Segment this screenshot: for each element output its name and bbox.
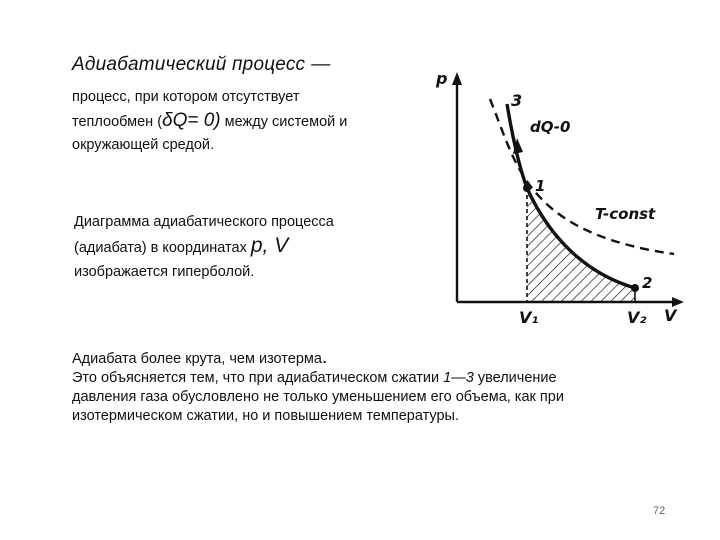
conclusion-line-3: давления газа обусловлено не только уменьшением его объема, как при: [72, 389, 564, 405]
isotherm-curve: [490, 99, 674, 254]
conclusion-line-2-end: увеличение: [473, 370, 557, 386]
isotherm-label: T-const: [595, 205, 656, 223]
diagram-line-1: Диаграмма адиабатического процесса: [74, 214, 334, 230]
definition-title: [72, 54, 330, 76]
conclusion-line-1: Адиабата более крута, чем изотерма: [72, 351, 322, 367]
definition-title-dash: —: [311, 54, 331, 75]
state-point-1: [523, 184, 531, 192]
diagram-line-2-start: (адиабата) в координатах: [74, 240, 251, 256]
definition-text: [72, 86, 417, 157]
definition-line-2-start: теплообмен (: [72, 114, 163, 130]
adiabat-label: dQ-0: [530, 118, 571, 136]
point-1-label: 1: [535, 177, 546, 195]
state-point-2: [631, 284, 639, 292]
diagram-line-3: изображается гиперболой.: [74, 264, 255, 280]
p-axis-arrow-icon: [452, 72, 462, 85]
definition-line-3: окружающей средой.: [72, 137, 215, 153]
pv-diagram: [422, 64, 692, 334]
conclusion-line-4: изотермическом сжатии, но и повышением температуры.: [72, 408, 459, 424]
process-1-3-reference: 1—3: [443, 370, 474, 386]
conclusion-line-1-period: .: [321, 347, 328, 368]
page-number: 72: [653, 505, 666, 517]
delta-q-formula: δQ= 0): [162, 110, 221, 131]
p-axis-label: p: [436, 69, 448, 88]
v2-tick-label: V₂: [627, 308, 647, 327]
definition-line-1: процесс, при котором отсутствует: [72, 89, 300, 105]
conclusion-line-2-start: Это объясняется тем, что при адиабатическом сжатии: [72, 370, 444, 386]
point-3-label: 3: [511, 91, 523, 110]
v-axis-label: V: [664, 306, 677, 325]
definition-title-text: Адиабатический процесс: [72, 54, 306, 75]
diagram-description: [74, 210, 404, 284]
definition-line-2-end: между системой и: [220, 114, 348, 130]
pv-coordinates: p, V: [250, 234, 289, 257]
point-2-label: 2: [642, 274, 653, 292]
conclusion-text: [72, 348, 672, 426]
v1-tick-label: V₁: [519, 308, 539, 327]
